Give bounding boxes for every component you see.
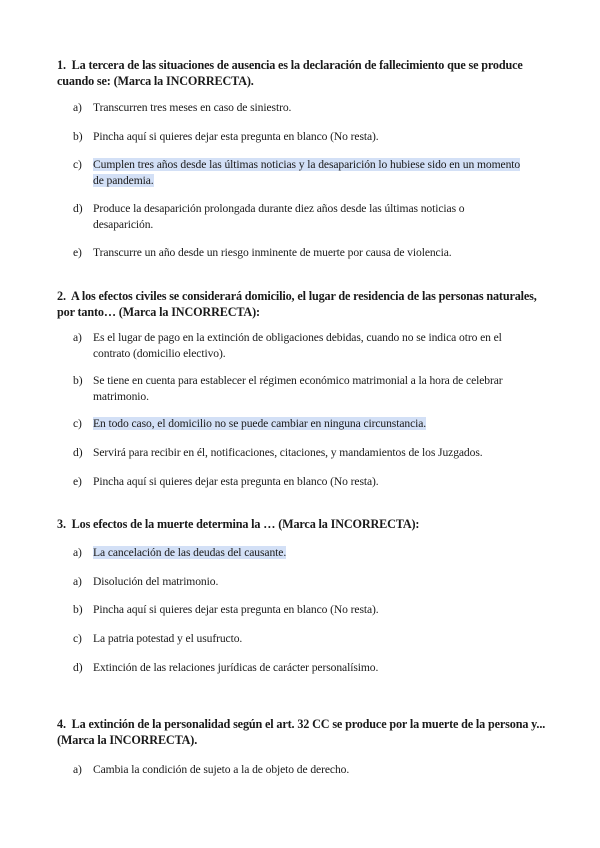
question-text: Los efectos de la muerte determina la … (Marca la INCORRECTA):	[71, 517, 420, 531]
option-2b[interactable]	[73, 373, 513, 405]
question-1	[57, 57, 547, 89]
option-text: Cambia la condición de sujeto a la de objeto de derecho.	[93, 763, 350, 776]
question-number: 3.	[57, 517, 66, 531]
option-2a[interactable]	[73, 330, 513, 362]
option-letter: b)	[73, 374, 83, 387]
option-letter: b)	[73, 603, 83, 616]
option-2e[interactable]	[73, 474, 513, 490]
option-3a-highlighted[interactable]	[73, 545, 513, 561]
option-letter: a)	[73, 101, 82, 114]
question-number: 1.	[57, 58, 66, 72]
option-letter: a)	[73, 331, 82, 344]
question-3	[57, 516, 547, 532]
option-text: Cumplen tres años desde las últimas noticias y la desaparición lo hubiese sido en un momento de pandemia.	[93, 158, 521, 187]
option-text: Produce la desaparición prolongada durante diez años desde las últimas noticias o desaparición.	[93, 202, 465, 231]
option-letter: a)	[73, 546, 82, 559]
option-letter: b)	[73, 130, 83, 143]
option-letter: a)	[73, 575, 82, 588]
question-4	[57, 716, 547, 748]
option-2d[interactable]	[73, 445, 513, 461]
option-text: Transcurre un año desde un riesgo inminente de muerte por causa de violencia.	[93, 246, 452, 259]
option-text: La cancelación de las deudas del causante.	[93, 546, 287, 559]
option-text: Se tiene en cuenta para establecer el régimen económico matrimonial a la hora de celebrar matrimonio.	[93, 374, 503, 403]
option-letter: d)	[73, 446, 83, 459]
option-1d[interactable]	[73, 201, 513, 233]
option-3d[interactable]	[73, 660, 513, 676]
option-2c-highlighted[interactable]	[73, 416, 513, 432]
question-2	[57, 288, 547, 320]
question-text: La tercera de las situaciones de ausencia es la declaración de fallecimiento que se produce cuando se: (Marca la INCORRECTA).	[57, 58, 523, 88]
question-text: A los efectos civiles se considerará domicilio, el lugar de residencia de las personas naturales, por tanto… (Marca la INCORRECTA):	[57, 289, 537, 319]
option-letter: a)	[73, 763, 82, 776]
option-1c-highlighted[interactable]	[73, 157, 521, 189]
option-text: Pincha aquí si quieres dejar esta pregunta en blanco (No resta).	[93, 475, 379, 488]
option-letter: e)	[73, 246, 82, 259]
option-letter: d)	[73, 202, 83, 215]
option-3c[interactable]	[73, 631, 513, 647]
option-text: Es el lugar de pago en la extinción de obligaciones debidas, cuando no se indica otro en el contrato (domicilio electivo).	[93, 331, 502, 360]
question-number: 4.	[57, 717, 66, 731]
question-text: La extinción de la personalidad según el art. 32 CC se produce por la muerte de la persona y... (Marca la INCORRECTA).	[57, 717, 546, 747]
question-number: 2.	[57, 289, 66, 303]
option-text: Disolución del matrimonio.	[93, 575, 219, 588]
option-text: Servirá para recibir en él, notificaciones, citaciones, y mandamientos de los Juzgados.	[93, 446, 483, 459]
option-letter: e)	[73, 475, 82, 488]
option-3b[interactable]	[73, 602, 513, 618]
option-letter: c)	[73, 158, 82, 171]
option-4a[interactable]	[73, 762, 513, 778]
option-1b[interactable]	[73, 129, 513, 145]
option-letter: c)	[73, 417, 82, 430]
option-1e[interactable]	[73, 245, 513, 261]
option-text: Pincha aquí si quieres dejar esta pregunta en blanco (No resta).	[93, 130, 379, 143]
option-text: Pincha aquí si quieres dejar esta pregunta en blanco (No resta).	[93, 603, 379, 616]
option-text: Extinción de las relaciones jurídicas de carácter personalísimo.	[93, 661, 379, 674]
option-letter: d)	[73, 661, 83, 674]
option-text: La patria potestad y el usufructo.	[93, 632, 243, 645]
option-text: En todo caso, el domicilio no se puede cambiar en ninguna circunstancia.	[93, 417, 427, 430]
option-text: Transcurren tres meses en caso de siniestro.	[93, 101, 292, 114]
option-3a2[interactable]	[73, 574, 513, 590]
option-letter: c)	[73, 632, 82, 645]
option-1a[interactable]	[73, 100, 513, 116]
